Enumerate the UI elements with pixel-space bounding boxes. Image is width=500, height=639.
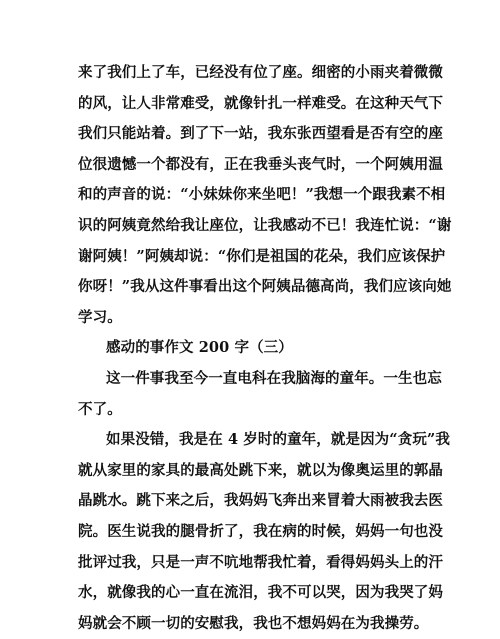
text-line: 学习。 [78, 308, 122, 326]
text-line: 晶跳水。跳下来之后，我妈妈飞奔出来冒着大雨被我去医 [78, 492, 443, 510]
text-line: 如果没错，我是在 4 岁时的童年，就是因为“贪玩”我 [106, 431, 450, 449]
text-line: 位很遗憾一个都没有，正在我垂头丧气时，一个阿姨用温 [78, 155, 443, 173]
text-line: 院。医生说我的腿骨折了，我在病的时候，妈妈一句也没 [78, 522, 443, 540]
text-line: 妈就会不顾一切的安慰我，我也不想妈妈在为我操劳。 [78, 614, 429, 632]
text-line: 识的阿姨竟然给我让座位，让我感动不已！我连忙说：“谢 [78, 216, 452, 234]
text-line: 批评过我，只是一声不吭地帮我忙着，看得妈妈头上的汗 [78, 553, 443, 571]
text-line: 水，就像我的心一直在流泪，我不可以哭，因为我哭了妈 [78, 584, 443, 602]
section-heading: 感动的事作文 200 字（三） [106, 339, 293, 357]
paragraph-1 [78, 58, 452, 333]
document-page [78, 58, 452, 639]
text-line: 我们只能站着。到了下一站，我东张西望看是否有空的座 [78, 125, 443, 143]
paragraph-2 [78, 364, 442, 425]
text-line: 你呀！”我从这件事看出这个阿姨品德高尚，我们应该向她 [78, 278, 452, 296]
text-line: 和的声音的说：“小妹妹你来坐吧！”我想一个跟我素不相 [78, 186, 446, 204]
text-line: 的风，让人非常难受，就像针扎一样难受。在这种天气下 [78, 94, 443, 112]
paragraph-3 [78, 425, 450, 639]
text-line: 这一件事我至今一直电科在我脑海的童年。一生也忘 [106, 369, 442, 387]
text-line: 就从家里的家具的最高处跳下来，就以为像奥运里的郭晶 [78, 461, 443, 479]
text-line: 谢阿姨！”阿姨却说：“你们是祖国的花朵，我们应该保护 [78, 247, 446, 265]
text-line: 来了我们上了车，已经没有位了座。细密的小雨夹着微微 [78, 64, 443, 81]
text-line: 不了。 [78, 400, 122, 418]
